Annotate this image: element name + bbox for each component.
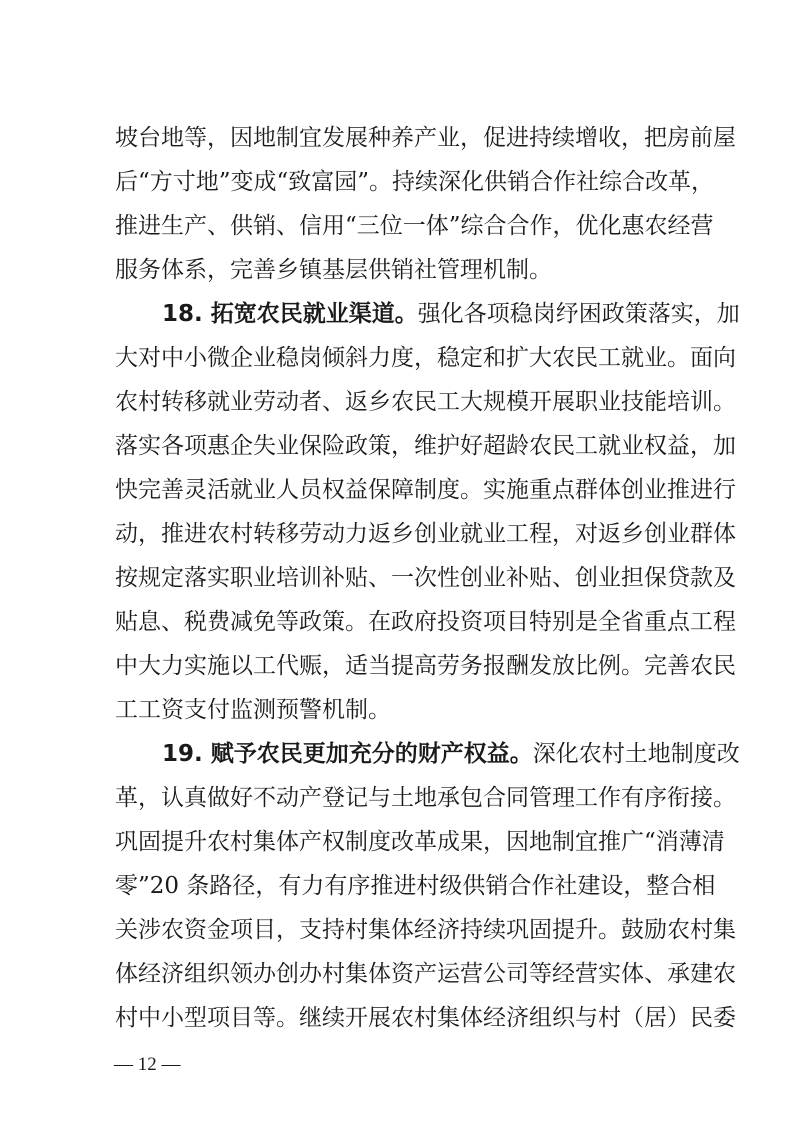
paragraph-3-first-line: [162, 734, 740, 774]
paragraph-2-line-6: 动，推进农村转移劳动力返乡创业就业工程，对返乡创业群体: [115, 521, 736, 547]
page-number: — 12 —: [114, 1054, 181, 1075]
paragraph-2-line-9: 中大力实施以工代赈，适当提高劳务报酬发放比例。完善农民: [115, 653, 736, 679]
paragraph-2-line-4: 落实各项惠企失业保险政策，维护好超龄农民工就业权益，加: [115, 433, 736, 459]
paragraph-2-line-5: 快完善灵活就业人员权益保障制度。实施重点群体创业推进行: [115, 477, 736, 503]
paragraph-2-first-line: [162, 294, 740, 334]
paragraph-2-line-8: 贴息、税费减免等政策。在政府投资项目特别是全省重点工程: [115, 609, 736, 635]
paragraph-3-line-3: 巩固提升农村集体产权制度改革成果，因地制宜推广“消薄清: [115, 829, 725, 855]
paragraph-2-line-1: 强化各项稳岗纾困政策落实，加: [417, 301, 740, 327]
paragraph-3-line-1: 深化农村土地制度改: [532, 741, 740, 767]
paragraph-3-line-6: 体经济组织领办创办村集体资产运营公司等经营实体、承建农: [115, 961, 736, 987]
paragraph-3-line-7: 村中小型项目等。继续开展农村集体经济组织与村（居）民委: [115, 1005, 736, 1031]
item-18-heading: 18. 拓宽农民就业渠道。: [162, 301, 418, 327]
paragraph-2-line-7: 按规定落实职业培训补贴、一次性创业补贴、创业担保贷款及: [115, 565, 736, 591]
paragraph-1-line-2: 后“方寸地”变成“致富园”。持续深化供销合作社综合改革，: [115, 169, 715, 195]
paragraph-3-line-2: 革，认真做好不动产登记与土地承包合同管理工作有序衔接。: [115, 785, 736, 811]
paragraph-3-line-4: 零”20 条路径，有力有序推进村级供销合作社建设，整合相: [115, 873, 716, 899]
paragraph-1-line-4: 服务体系，完善乡镇基层供销社管理机制。: [115, 257, 552, 283]
paragraph-2-line-3: 农村转移就业劳动者、返乡农民工大规模开展职业技能培训。: [115, 389, 736, 415]
paragraph-2-line-2: 大对中小微企业稳岗倾斜力度，稳定和扩大农民工就业。面向: [115, 345, 736, 371]
paragraph-2-line-10: 工工资支付监测预警机制。: [115, 697, 391, 723]
paragraph-3-line-5: 关涉农资金项目，支持村集体经济持续巩固提升。鼓励农村集: [115, 917, 736, 943]
item-19-heading: 19. 赋予农民更加充分的财产权益。: [162, 741, 533, 767]
paragraph-1-line-1: 坡台地等，因地制宜发展种养产业，促进持续增收，把房前屋: [115, 125, 736, 151]
paragraph-1-line-3: 推进生产、供销、信用“三位一体”综合合作，优化惠农经营: [115, 213, 714, 239]
